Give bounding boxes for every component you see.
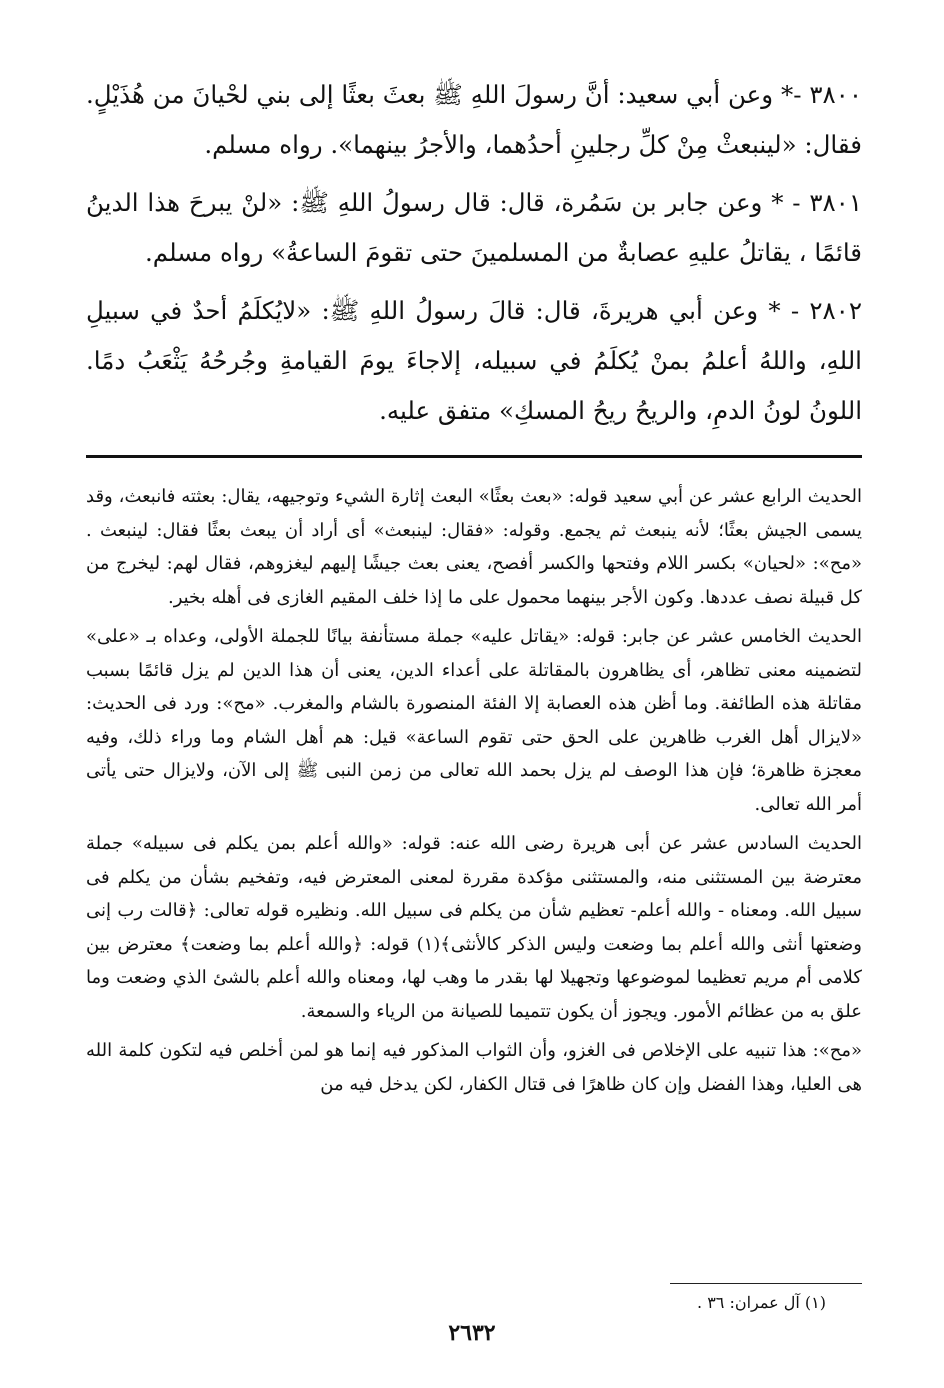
main-hadith-text [86, 70, 862, 444]
commentary-paragraph-16: الحديث السادس عشر عن أبى هريرة رضى الله عنه: قوله: «والله أعلم بمن يكلم فى سبيله» جملة معترضة بين المستثنى منه، والمستثنى مؤكدة مقررة لمعنى المعترض فيه، وتفخيم بشأن من يكلم فى سبيل الله. ومعناه - والله أعلم- تعظيم شأن من يكلم فى سبيل الله. ونظيره قوله تعالى: ﴿قالت رب إنى وضعتها أنثى والله أعلم بما وضعت وليس الذكر كالأنثى﴾(١) قوله: ﴿والله أعلم بما وضعت﴾ معترض بين كلامى أم مريم تعظيما لموضوعها وتجهيلا لها بقدر ما وهب لها، ومعناه والله أعلم بالشئ الذي وضعت وما علق به من عظائم الأمور. ويجوز أن يكون تتميما للصيانة من الرياء والسمعة. [86, 833, 862, 1022]
commentary-section [86, 480, 862, 1107]
footnote: (١) آل عمران: ٣٦ . [697, 1293, 826, 1312]
commentary-paragraph-mh: «مح»: هذا تنبيه على الإخلاص فى الغزو، وأن الثواب المذكور فيه إنما هو لمن أخلص فيه لتكون كلمة الله هى العليا، وهذا الفضل وإن كان ظاهرًا فى قتال الكفار، لكن يدخل فيه من [86, 1040, 862, 1095]
section-divider [86, 455, 862, 458]
commentary-paragraph-14: الحديث الرابع عشر عن أبي سعيد قوله: «بعث بعثًا» البعث إثارة الشيء وتوجيهه، يقال: بعثته فانبعث، وقد يسمى الجيش بعثًا؛ لأنه ينبعث ثم يجمع. وقوله: «فقال: لينبعث» أى أراد أن يبعث بعثًا فقال: لينبعث . «مح»: «لحيان» بكسر اللام وفتحها والكسر أفصح، يعنى بعث جيشًا إليهم ليغزوهم، فقال لهم: ليخرج من كل قبيلة نصف عددها. وكون الأجر بينهما محمول على ما إذا خلف المقيم الغازى فى أهله بخير. [86, 486, 862, 608]
hadith-2802: ٢٨٠٢ - * وعن أبي هريرةَ، قال: قالَ رسولُ اللهِ ﷺ: «لايُكلَمُ أحدٌ في سبيلِ اللهِ، واللهُ أعلمُ بمنْ يُكلَمُ في سبيله، إلاجاءَ يومَ القيامةِ وجُرحُهُ يَثْعَبُ دمًا. اللونُ لونُ الدمِ، والريحُ ريحُ المسكِ» متفق عليه. [86, 296, 862, 425]
commentary-paragraph-15: الحديث الخامس عشر عن جابر: قوله: «يقاتل عليه» جملة مستأنفة بيانًا للجملة الأولى، وعداه بـ «على» لتضمينه معنى تظاهر، أى يظاهرون بالمقاتلة على أعداء الدين، يعنى أن هذا الدين لم يزل قائمًا بسبب مقاتلة هذه الطائفة. وما أظن هذه العصابة إلا الفئة المنصورة بالشام والمغرب. «مح»: ورد فى الحديث: «لايزال أهل الغرب ظاهرين على الحق حتى تقوم الساعة» قيل: هم أهل الشام وما وراء ذلك، وفيه معجزة ظاهرة؛ فإن هذا الوصف لم يزل بحمد الله تعالى من زمن النبى ﷺ إلى الآن، ولايزال حتى يأتى أمر الله تعالى. [86, 626, 863, 815]
footnote-divider [670, 1283, 862, 1284]
hadith-3800: ٣٨٠٠ -* وعن أبي سعيد: أنَّ رسولَ اللهِ ﷺ بعثَ بعثًا إلى بني لحْيانَ من هُذَيْلٍ. فقال: «لينبعثْ مِنْ كلِّ رجلينِ أحدُهما، والأجرُ بينهما». رواه مسلم. [86, 80, 862, 159]
hadith-3801: ٣٨٠١ - * وعن جابر بن سَمُرة، قال: قال رسولُ اللهِ ﷺ: «لنْ يبرحَ هذا الدينُ قائمًا ، يقاتلُ عليهِ عصابةٌ من المسلمينَ حتى تقومَ الساعةُ» رواه مسلم. [86, 188, 862, 267]
page-number: ٢٦٣٢ [448, 1320, 496, 1346]
